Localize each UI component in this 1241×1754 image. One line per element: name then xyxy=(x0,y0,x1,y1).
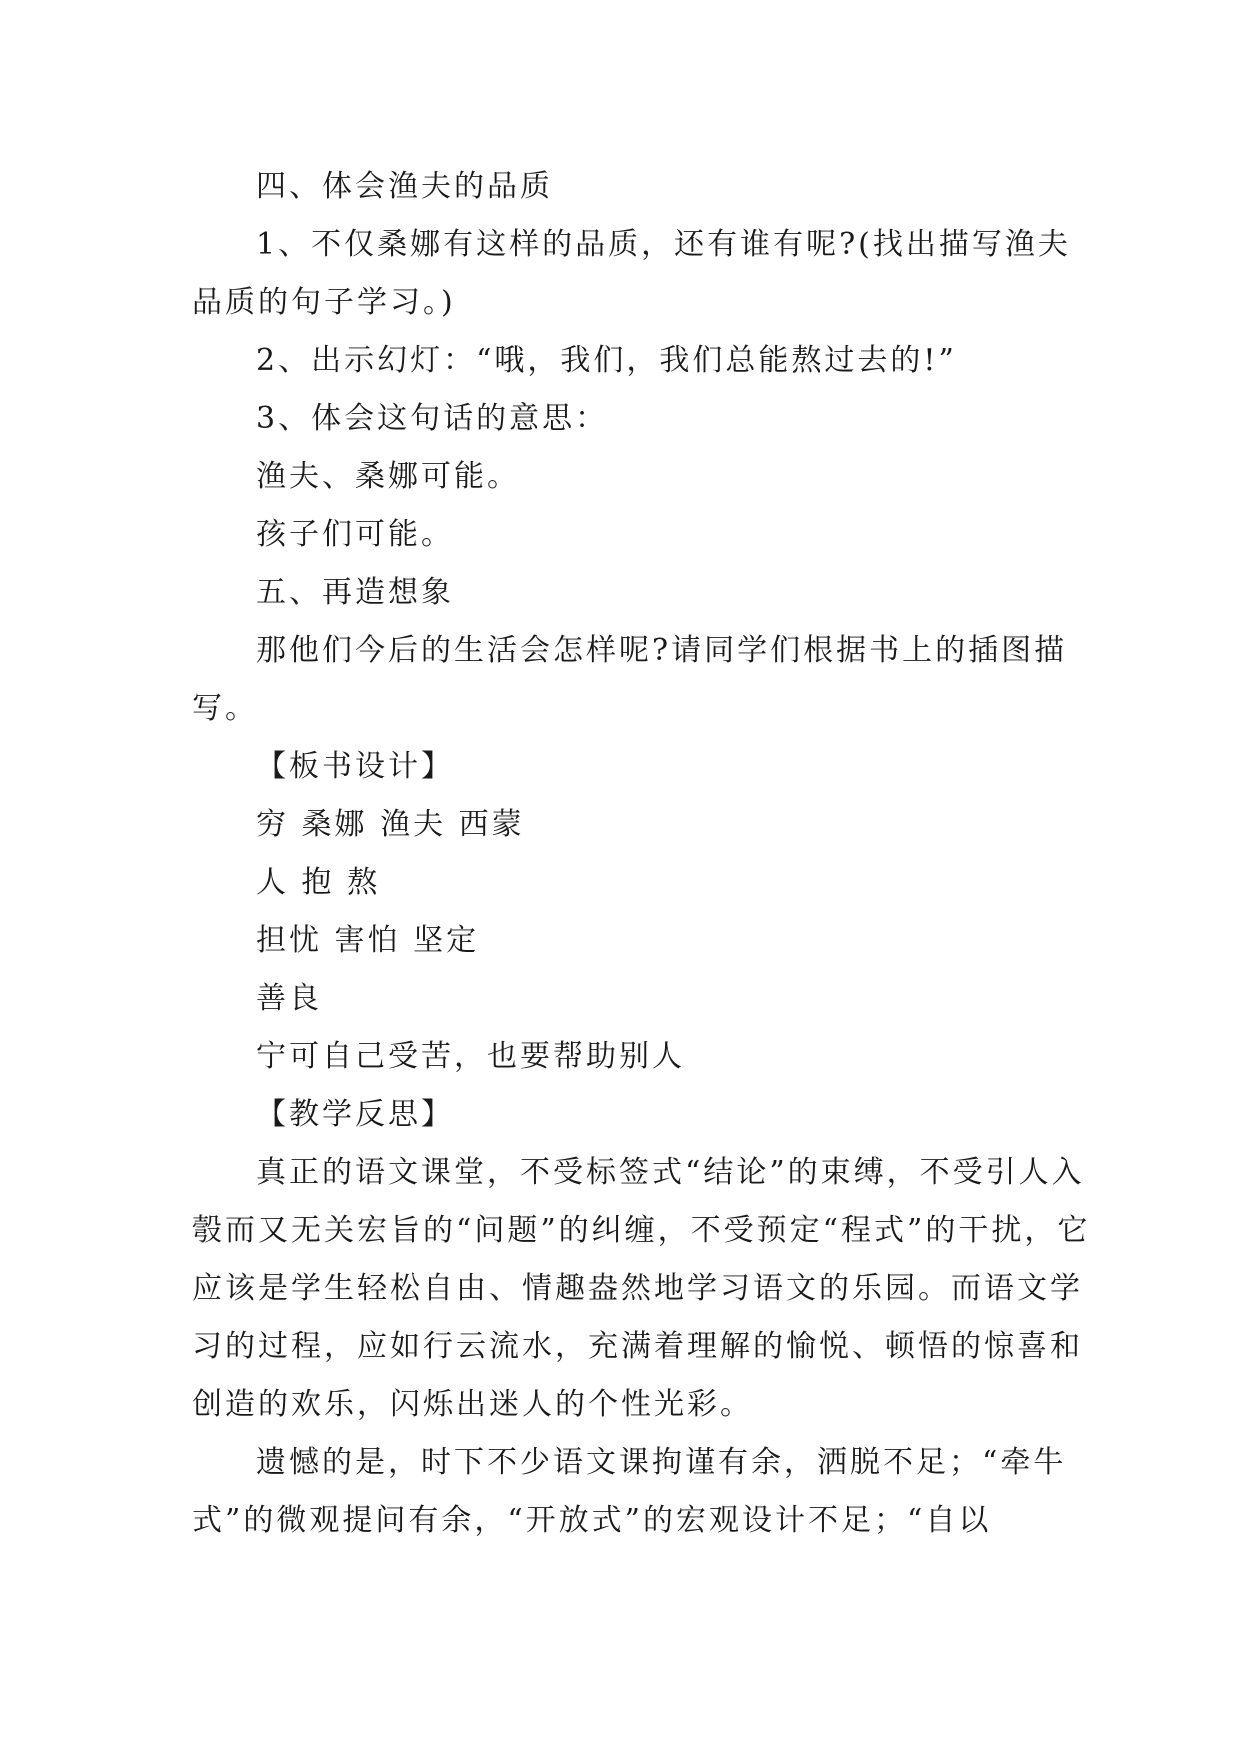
reflection-paragraph-1: 真正的语文课堂，不受标签式“结论”的束缚，不受引人入彀而又无关宏旨的“问题”的纠缠，不受预定“程式”的干扰，它应该是学生轻松自由、情趣盎然地学习语文的乐园。而语文学习的过程，应如行云流水，充满着理解的愉悦、顿悟的惊喜和创造的欢乐，闪烁出迷人的个性光彩。 xyxy=(192,1155,1091,1422)
document-body xyxy=(192,158,1092,1550)
board-line: 穷 桑娜 渔夫 西蒙 xyxy=(256,807,525,842)
paragraph-item-2: 2、出示幻灯：“哦，我们，我们总能熬过去的!” xyxy=(256,343,957,378)
board-line: 善良 xyxy=(256,981,322,1016)
paragraph-item-1: 1、不仅桑娜有这样的品质，还有谁有呢?(找出描写渔夫品质的句子学习。) xyxy=(192,227,1071,320)
paragraph-line: 孩子们可能。 xyxy=(256,517,454,552)
paragraph-item-3: 3、体会这句话的意思： xyxy=(256,401,609,436)
board-line: 担忧 害怕 坚定 xyxy=(256,923,480,958)
reflection-heading: 【教学反思】 xyxy=(256,1097,454,1132)
board-line: 宁可自己受苦，也要帮助别人 xyxy=(256,1039,685,1074)
paragraph-line: 渔夫、桑娜可能。 xyxy=(256,459,520,494)
board-line: 人 抱 熬 xyxy=(256,865,381,900)
section-heading-4: 四、体会渔夫的品质 xyxy=(256,169,553,204)
board-design-heading: 【板书设计】 xyxy=(256,749,454,784)
reflection-paragraph-2: 遗憾的是，时下不少语文课拘谨有余，洒脱不足；“牵牛式”的微观提问有余，“开放式”的宏观设计不足；“自以 xyxy=(192,1445,1067,1538)
paragraph-imagination: 那他们今后的生活会怎样呢?请同学们根据书上的插图描写。 xyxy=(192,633,1068,726)
section-heading-5: 五、再造想象 xyxy=(256,575,454,610)
